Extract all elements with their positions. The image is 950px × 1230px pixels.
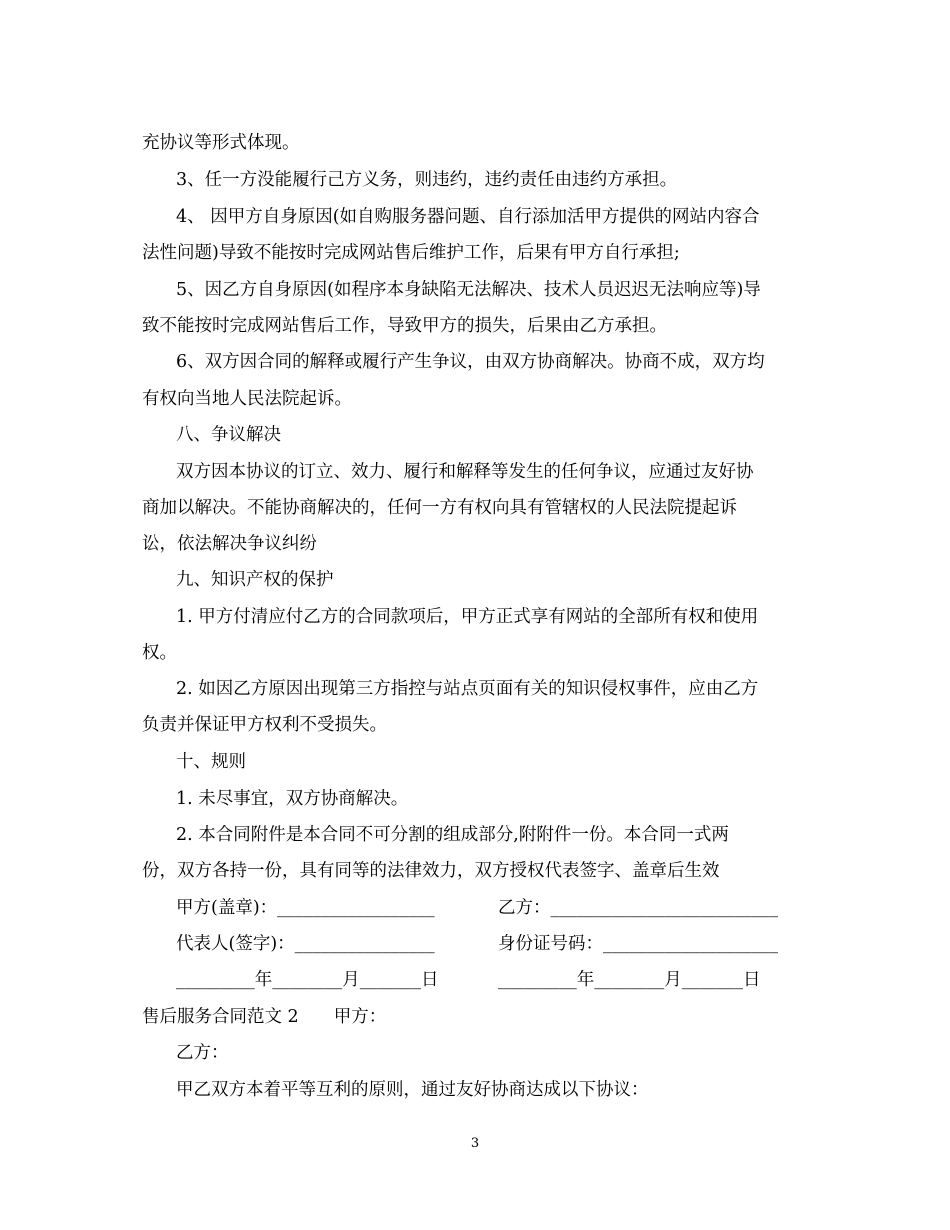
section-heading: 十、规则 — [176, 752, 246, 772]
clause-line: 2. 本合同附件是本合同不可分割的组成部分,附附件一份。本合同一式两 — [176, 825, 729, 845]
party-b-line: 乙方： — [176, 1043, 229, 1063]
party-a-seal-field: 甲方(盖章)：__________________ — [176, 898, 435, 918]
body-line: 法性问题)导致不能按时完成网站售后维护工作，后果有甲方自行承担; — [142, 243, 680, 263]
body-line: 商加以解决。不能协商解决的，任何一方有权向具有管辖权的人民法院提起诉 — [142, 498, 737, 518]
body-line: 致不能按时完成网站售后工作，导致甲方的损失，后果由乙方承担。 — [142, 316, 667, 336]
clause-line: 6、双方因合同的解释或履行产生争议，由双方协商解决。协商不成，双方均 — [176, 352, 765, 372]
representative-signature-field: 代表人(签字)：________________ — [176, 934, 435, 954]
clause-line: 5、因乙方自身原因(如程序本身缺陷无法解决、技术人员迟迟无法响应等)导 — [176, 280, 761, 300]
clause-line: 双方因本协议的订立、效力、履行和解释等发生的任何争议，应通过友好协 — [176, 462, 754, 482]
party-b-field: 乙方：__________________________ — [498, 898, 778, 918]
body-line: 讼，依法解决争议纠纷 — [142, 534, 317, 554]
clause-line: 2. 如因乙方原因出现第三方指控与站点页面有关的知识侵权事件，应由乙方 — [176, 679, 759, 699]
party-a-date-field: _________年________月_______日 — [176, 970, 439, 990]
body-line: 负责并保证甲方权利不受损失。 — [142, 715, 387, 735]
page-number: 3 — [470, 1136, 480, 1151]
clause-line: 1. 未尽事宜，双方协商解决。 — [176, 789, 409, 809]
section-heading: 八、争议解决 — [176, 425, 281, 445]
contract-sample-heading: 售后服务合同范文 2 甲方： — [142, 1007, 387, 1027]
clause-line: 4、 因甲方自身原因(如自购服务器问题、自行添加活甲方提供的网站内容合 — [176, 207, 760, 227]
clause-line: 1. 甲方付清应付乙方的合同款项后，甲方正式享有网站的全部所有权和使用 — [176, 607, 759, 627]
body-line: 权。 — [142, 643, 177, 663]
body-line: 份，双方各持一份，具有同等的法律效力，双方授权代表签字、盖章后生效 — [142, 861, 720, 881]
id-number-field: 身份证号码：____________________ — [498, 934, 778, 954]
section-heading: 九、知识产权的保护 — [176, 570, 334, 590]
party-b-date-field: _________年________月_______日 — [498, 970, 761, 990]
agreement-intro-line: 甲乙双方本着平等互利的原则，通过友好协商达成以下协议： — [176, 1080, 649, 1100]
body-line: 充协议等形式体现。 — [142, 133, 300, 153]
body-line: 有权向当地人民法院起诉。 — [142, 389, 352, 409]
clause-line: 3、任一方没能履行己方义务，则违约，违约责任由违约方承担。 — [176, 170, 678, 190]
